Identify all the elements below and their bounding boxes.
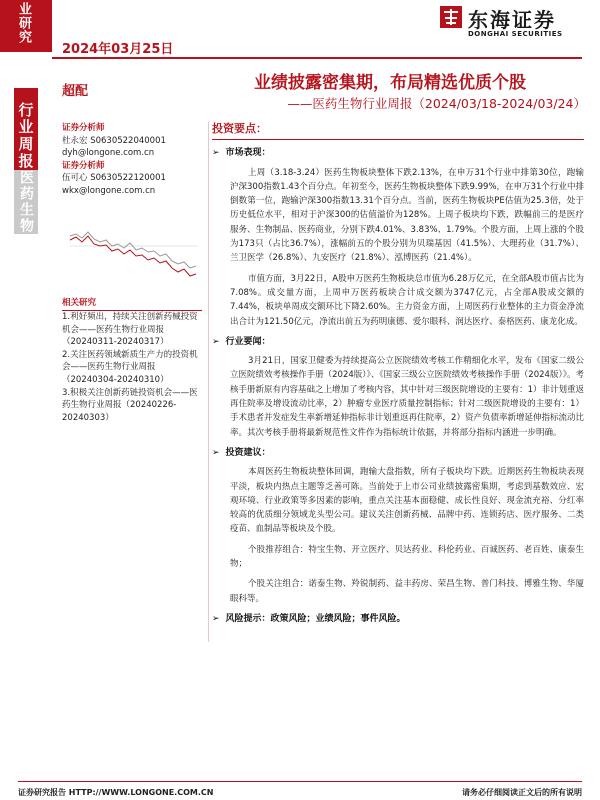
logo-en-text: DONGHAI SECURITIES xyxy=(468,30,563,38)
analyst-label: 证券分析师 xyxy=(62,160,105,171)
analyst-email: wkx@longone.com.cn xyxy=(62,185,156,196)
market-paragraph: 上周（3.18-3.24）医药生物板块整体下跌2.13%，在申万31个行业中排第30位，跑输沪深300指数1.43个百分点。年初至今，医药生物板块整体下跌9.99%，在申万31个行业中排倒数第一位，跑输沪深300指数13.31个百分点。当前，医药生物板块PE估值为25.3倍，处于历史低位水平，相对于沪深300的估值溢价为128%。上周子板块均下跌，跌幅前三的是医疗服务、生物制品、医药商业，分别下跌4.01%、3.83%、1.79%。个股方面，上周上涨的个股为173只（占比36.7%），涨幅前五的个股分别为贝瑞基因（41.5%）、大理药业（31.7%）、兰卫医学（26.8%）、九安医疗（21.8%）、泓博医药（21.4%）。 xyxy=(230,167,584,264)
related-research-item[interactable]: 3.积极关注创新药链投资机会——医药生物行业周报（20240226-20240303） xyxy=(62,387,198,423)
related-research-item[interactable]: 2.关注医药领域新质生产力的投资机会——医药生物行业周报（20240304-20240310） xyxy=(62,349,198,385)
bullet-icon: ➢ xyxy=(212,148,220,159)
news-heading xyxy=(212,335,584,349)
related-research-heading: 相关研究 xyxy=(62,296,202,311)
header-divider xyxy=(52,57,582,59)
logo-cn-text: 东海证券 xyxy=(468,8,556,32)
advice-heading xyxy=(212,446,584,460)
related-research-item[interactable]: 1.利好频出，持续关注创新药械投资机会——医药生物行业周报（20240311-20240317） xyxy=(62,312,198,348)
company-logo xyxy=(440,4,580,44)
performance-chart xyxy=(62,206,202,286)
bullet-icon: ➢ xyxy=(212,613,220,624)
report-type-text: 业研究 xyxy=(16,2,31,44)
market-heading-text: 市场表现： xyxy=(225,148,271,159)
footer-website[interactable]: 证券研究报告 HTTP://WWW.LONGONE.COM.CN xyxy=(18,788,214,797)
analyst-name: 伍可心 S0630522120001 xyxy=(62,173,166,183)
footer-disclaimer: 请务必仔细阅读正文后的所有说明 xyxy=(462,788,582,797)
weekly-report-tag: 行业周报 xyxy=(14,88,38,184)
bullet-icon: ➢ xyxy=(212,447,220,458)
advice-paragraph: 个股关注组合：诺泰生物、羚锐制药、益丰药房、荣昌生物、普门科技、博雅生物、华厦眼科等。 xyxy=(230,579,584,604)
bullet-icon: ➢ xyxy=(212,336,220,347)
sector-line xyxy=(70,236,196,276)
related-research-list xyxy=(62,311,204,424)
main-content xyxy=(212,122,584,631)
section-title: 投资要点： xyxy=(212,122,584,140)
side-strip xyxy=(0,0,52,800)
market-paragraph: 市值方面，3月22日，A股申万医药生物板块总市值为6.28万亿元，在全部A股市值占比为7.08%。成交量方面，上周申万医药板块合计成交额为3747亿元，占全部A股成交额的7.44%，板块单周成交额环比下降2.60%。主力资金方面，上周医药行业整体的主力资金净流出合计为121.50亿元，净流出前五为药明康德、爱尔眼科、润达医疗、泰格医药、康龙化成。 xyxy=(230,273,584,327)
risk-heading xyxy=(212,612,584,626)
page-title: 业绩披露密集期，布局精选优质个股 xyxy=(254,73,526,93)
analyst-label: 证券分析师 xyxy=(62,123,105,133)
news-heading-text: 行业要闻： xyxy=(225,336,271,347)
industry-tag: 医药生物 xyxy=(14,170,38,234)
analyst-info xyxy=(62,122,202,197)
page-subtitle: ——医药生物行业周报（2024/03/18-2024/03/24） xyxy=(287,96,586,111)
report-type-tag xyxy=(0,0,52,52)
advice-paragraph: 本周医药生物板块整体回调，跑输大盘指数，所有子板块均下跌。近期医药生物板块表现平淡，板块内热点主题等乏善可陈。当前处于上市公司业绩披露密集期，考虑到基数效应、宏观环境、行业政策等多因素的影响，重点关注基本面稳健、成长性良好、现金流充裕、分红率较高的优质细分领域龙头型公司。建议关注创新药械、品牌中药、连锁药店、医疗服务、二类疫苗、血制品等板块及个股。 xyxy=(230,467,584,535)
footer-divider xyxy=(18,781,582,782)
rating-label: 超配 xyxy=(62,84,89,99)
analyst-email: dyh@longone.com.cn xyxy=(62,148,155,158)
column-divider xyxy=(208,122,209,642)
report-date: 2024年03月25日 xyxy=(62,42,174,57)
logo-mark-icon xyxy=(440,6,462,28)
news-paragraph: 3月21日，国家卫健委为持续提高公立医院绩效考核工作精细化水平，发布《国家二级公立医院绩效考核操作手册（2024版）》、《国家三级公立医院绩效考核操作手册（2024版）》。考核手册新原有内容基础之上增加了考核内容，其中针对三级医院增设的主要有：1）非计划重返再住院率及增设流动比率，2）肿瘤专业医疗质量控制指标；针对二级医院增设的主要有：1）手术患者并发症发生率新增延伸指标非计划重返再住院率，2）资产负债率新增延伸指标流动比率。其次考核手册将最新规范性文件作为指标统计依据，并将部分指标内涵进一步明确。 xyxy=(230,356,584,438)
market-heading xyxy=(212,146,584,160)
risk-heading-text: 风险提示：政策风险；业绩风险；事件风险。 xyxy=(225,613,406,624)
advice-heading-text: 投资建议： xyxy=(225,447,271,458)
advice-paragraph: 个股推荐组合：特宝生物、开立医疗、贝达药业、科伦药业、百诚医药、老百姓、康泰生物； xyxy=(230,544,584,570)
analyst-name: 杜永宏 S0630522040001 xyxy=(62,135,166,146)
